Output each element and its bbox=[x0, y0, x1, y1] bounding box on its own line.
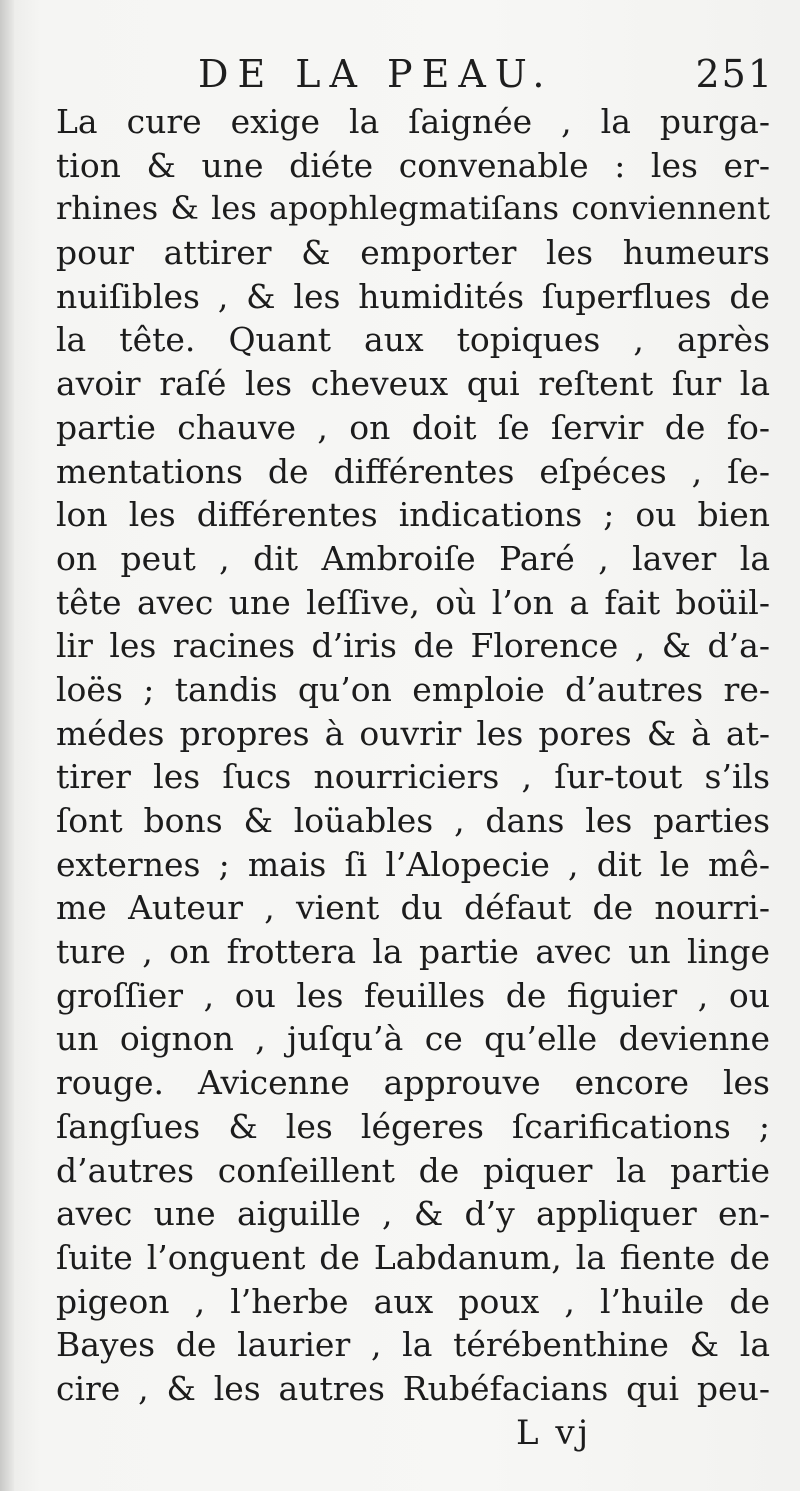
running-head-title: DE LA PEAU. bbox=[198, 52, 554, 96]
text-line: la tête. Quant aux topiques , après bbox=[56, 320, 770, 360]
signature-mark: L vj bbox=[516, 1413, 592, 1453]
text-line: d’autres conſeillent de piquer la partie bbox=[56, 1150, 770, 1190]
text-line: ſangſues & les légeres ſcarifications ; bbox=[56, 1106, 770, 1146]
text-line: mentations de différentes eſpéces , ſe- bbox=[56, 451, 770, 491]
text-line: tion & une diéte convenable : les er- bbox=[56, 145, 770, 185]
text-line: lon les différentes indications ; ou bien bbox=[56, 495, 770, 535]
text-line: externes ; mais ſi l’Alopecie , dit le mê- bbox=[56, 844, 770, 884]
page-gutter-shadow bbox=[0, 0, 14, 1491]
text-line: on peut , dit Ambroiſe Paré , laver la bbox=[56, 538, 770, 578]
text-line: médes propres à ouvrir les pores & à at- bbox=[56, 713, 770, 753]
body-text bbox=[56, 100, 770, 1411]
text-line: tirer les ſucs nourriciers , ſur-tout s’ils bbox=[56, 757, 770, 797]
text-line: nuiſibles , & les humidités ſuperflues de bbox=[56, 276, 770, 316]
text-line: Bayes de laurier , la térébenthine & la bbox=[56, 1325, 770, 1365]
text-line: loës ; tandis qu’on emploie d’autres re- bbox=[56, 669, 770, 709]
text-line: cire , & les autres Rubéfacians qui peu- bbox=[56, 1368, 770, 1408]
text-line: tête avec une leſſive, où l’on a fait boüil- bbox=[56, 582, 770, 622]
text-line: avec une aiguille , & d’y appliquer en- bbox=[56, 1194, 770, 1234]
text-line: partie chauve , on doit ſe ſervir de fo- bbox=[56, 407, 770, 447]
text-line: groſſier , ou les feuilles de figuier , ou bbox=[56, 975, 770, 1015]
text-line: La cure exige la ſaignée , la purga- bbox=[56, 102, 770, 141]
text-line: pour attirer & emporter les humeurs bbox=[56, 233, 770, 273]
page-number: 251 bbox=[695, 52, 774, 96]
text-line: rhines & les apophlegmatiſans conviennent bbox=[56, 189, 770, 228]
text-line: rouge. Avicenne approuve encore les bbox=[56, 1063, 770, 1103]
text-line: avoir raſé les cheveux qui reſtent ſur la bbox=[56, 364, 770, 404]
text-line: un oignon , juſqu’à ce qu’elle devienne bbox=[56, 1019, 770, 1059]
running-head bbox=[180, 46, 780, 106]
text-line: ture , on frottera la partie avec un linge bbox=[56, 932, 770, 972]
text-line: ſuite l’onguent de Labdanum, la fiente de bbox=[56, 1237, 770, 1277]
text-line: me Auteur , vient du défaut de nourri- bbox=[56, 888, 770, 928]
text-line: pigeon , l’herbe aux poux , l’huile de bbox=[56, 1281, 770, 1321]
text-line: ſont bons & loüables , dans les parties bbox=[56, 801, 770, 840]
text-line: lir les racines d’iris de Florence , & d’a- bbox=[56, 626, 770, 666]
